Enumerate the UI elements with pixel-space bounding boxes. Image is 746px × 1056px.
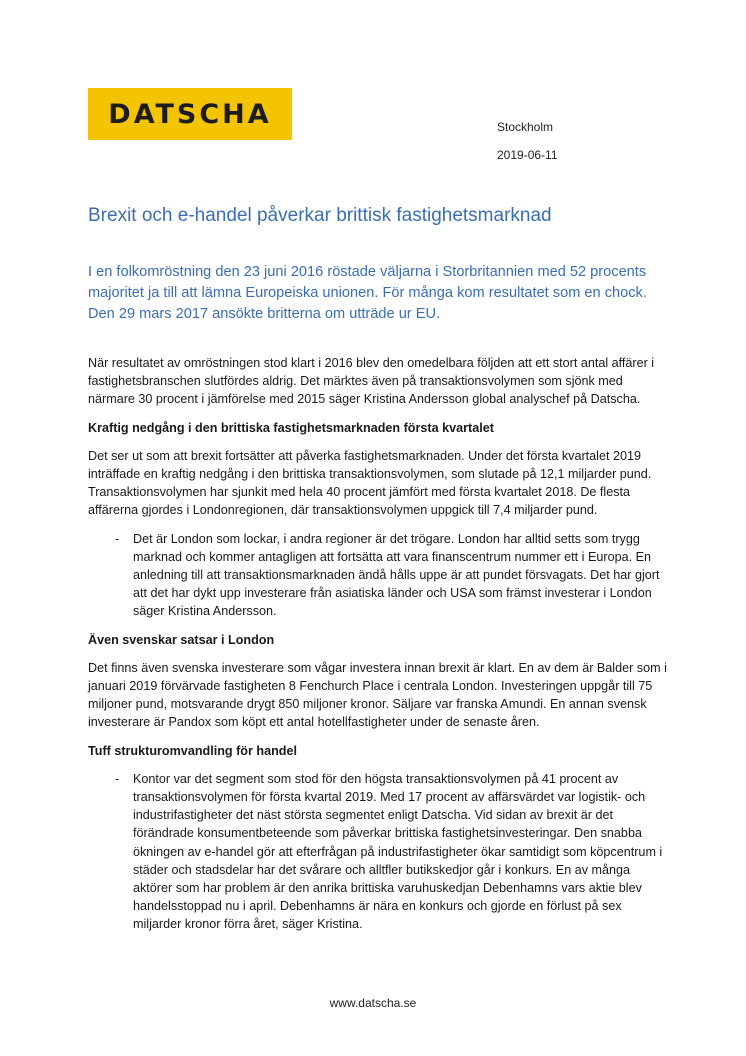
logo-wordmark: DATSCHA — [108, 98, 272, 130]
section-heading-retail: Tuff strukturomvandling för handel — [88, 743, 297, 758]
quote-bullet-london — [88, 530, 668, 621]
quote-bullet-retail — [88, 770, 668, 934]
dash-marker: - — [115, 771, 120, 786]
dateline-date: 2019-06-11 — [497, 148, 558, 162]
article-body — [88, 354, 668, 944]
section-heading-swedish: Även svenskar satsar i London — [88, 632, 275, 647]
quote-text-london: Det är London som lockar, i andra regioner är det trögare. London har alltid setts som trygg marknad och kommer antagligen att fortsätta att vara finanscentrum nummer ett i Europa. En anledning till att transaktionsmarknaden ändå hålls uppe är att pundet försvagats. Det har gjort att det har dykt upp investerare från asiatiska länder och USA som främst investerar i London säger Kristina Andersson. — [133, 531, 660, 619]
section-paragraph-decline: Det ser ut som att brexit fortsätter att påverka fastighetsmarknaden. Under det första kvartalet 2019 inträffade en kraftig nedgång i den brittiska transaktionsvolymen, som slutade på 12,1 miljarder pund. Transaktionsvolymen har sjunkit med hela 40 procent jämfört med första kvartalet 2018. De flesta affärerna gjordes i Londonregionen, där transaktionsvolymen uppgick till 7,4 miljarder pund. — [88, 448, 652, 518]
footer-url[interactable]: www.datscha.se — [329, 996, 417, 1010]
quote-text-retail: Kontor var det segment som stod för den högsta transaktionsvolymen på 41 procent av transaktionsvolymen för första kvartal 2019. Med 17 procent av affärsvärdet var logistik- och industrifastigheter det näst största segmentet enligt Datscha. Vid sidan av brexit är det förändrade konsumentbeteende som påverkar brittiska fastighetsinvesteringar. Den snabba ökningen av e-handel gör att efterfrågan på industrifastigheter ökar samtidigt som köpcentrum i städer och stadsdelar har det svårare och alltfler butikskedjor går i konkurs. En av många aktörer som har problem är den anrika brittiska varuhuskedjan Debenhamns vars aktie blev handelsstoppad nu i april. Debenhamns är nära en konkurs och gjorde en förlust på sex miljarder kronor förra året, säger Kristina. — [133, 771, 663, 932]
dash-marker: - — [115, 531, 120, 546]
section-paragraph-swedish: Det finns även svenska investerare som vågar investera innan brexit är klart. En av dem är Balder som i januari 2019 förvärvade fastigheten 8 Fenchurch Place i centrala London. Investeringen uppgår till 75 miljoner pund, motsvarande drygt 850 miljoner kronor. Säljare var franska Amundi. En annan svensk investerare är Pandox som köpt ett antal hotellfastigheter under de senaste åren. — [88, 660, 667, 730]
article-title: Brexit och e-handel påverkar brittisk fastighetsmarknad — [88, 205, 552, 226]
article-lead: I en folkomröstning den 23 juni 2016 röstade väljarna i Storbritannien med 52 procents majoritet ja till att lämna Europeiska unionen. För många kom resultatet som en chock. Den 29 mars 2017 ansökte britterna om utträde ur EU. — [88, 264, 647, 322]
dateline-city: Stockholm — [497, 120, 554, 134]
intro-paragraph: När resultatet av omröstningen stod klart i 2016 blev den omedelbara följden att ett stort antal affärer i fastighetsbranschen slutfördes aldrig. Det märktes även på transaktionsvolymen som sjönk med närmare 30 procent i jämförelse med 2015 säger Kristina Andersson global analyschef på Datscha. — [88, 356, 655, 407]
company-logo — [88, 88, 292, 140]
section-heading-decline: Kraftig nedgång i den brittiska fastighetsmarknaden första kvartalet — [88, 420, 494, 435]
